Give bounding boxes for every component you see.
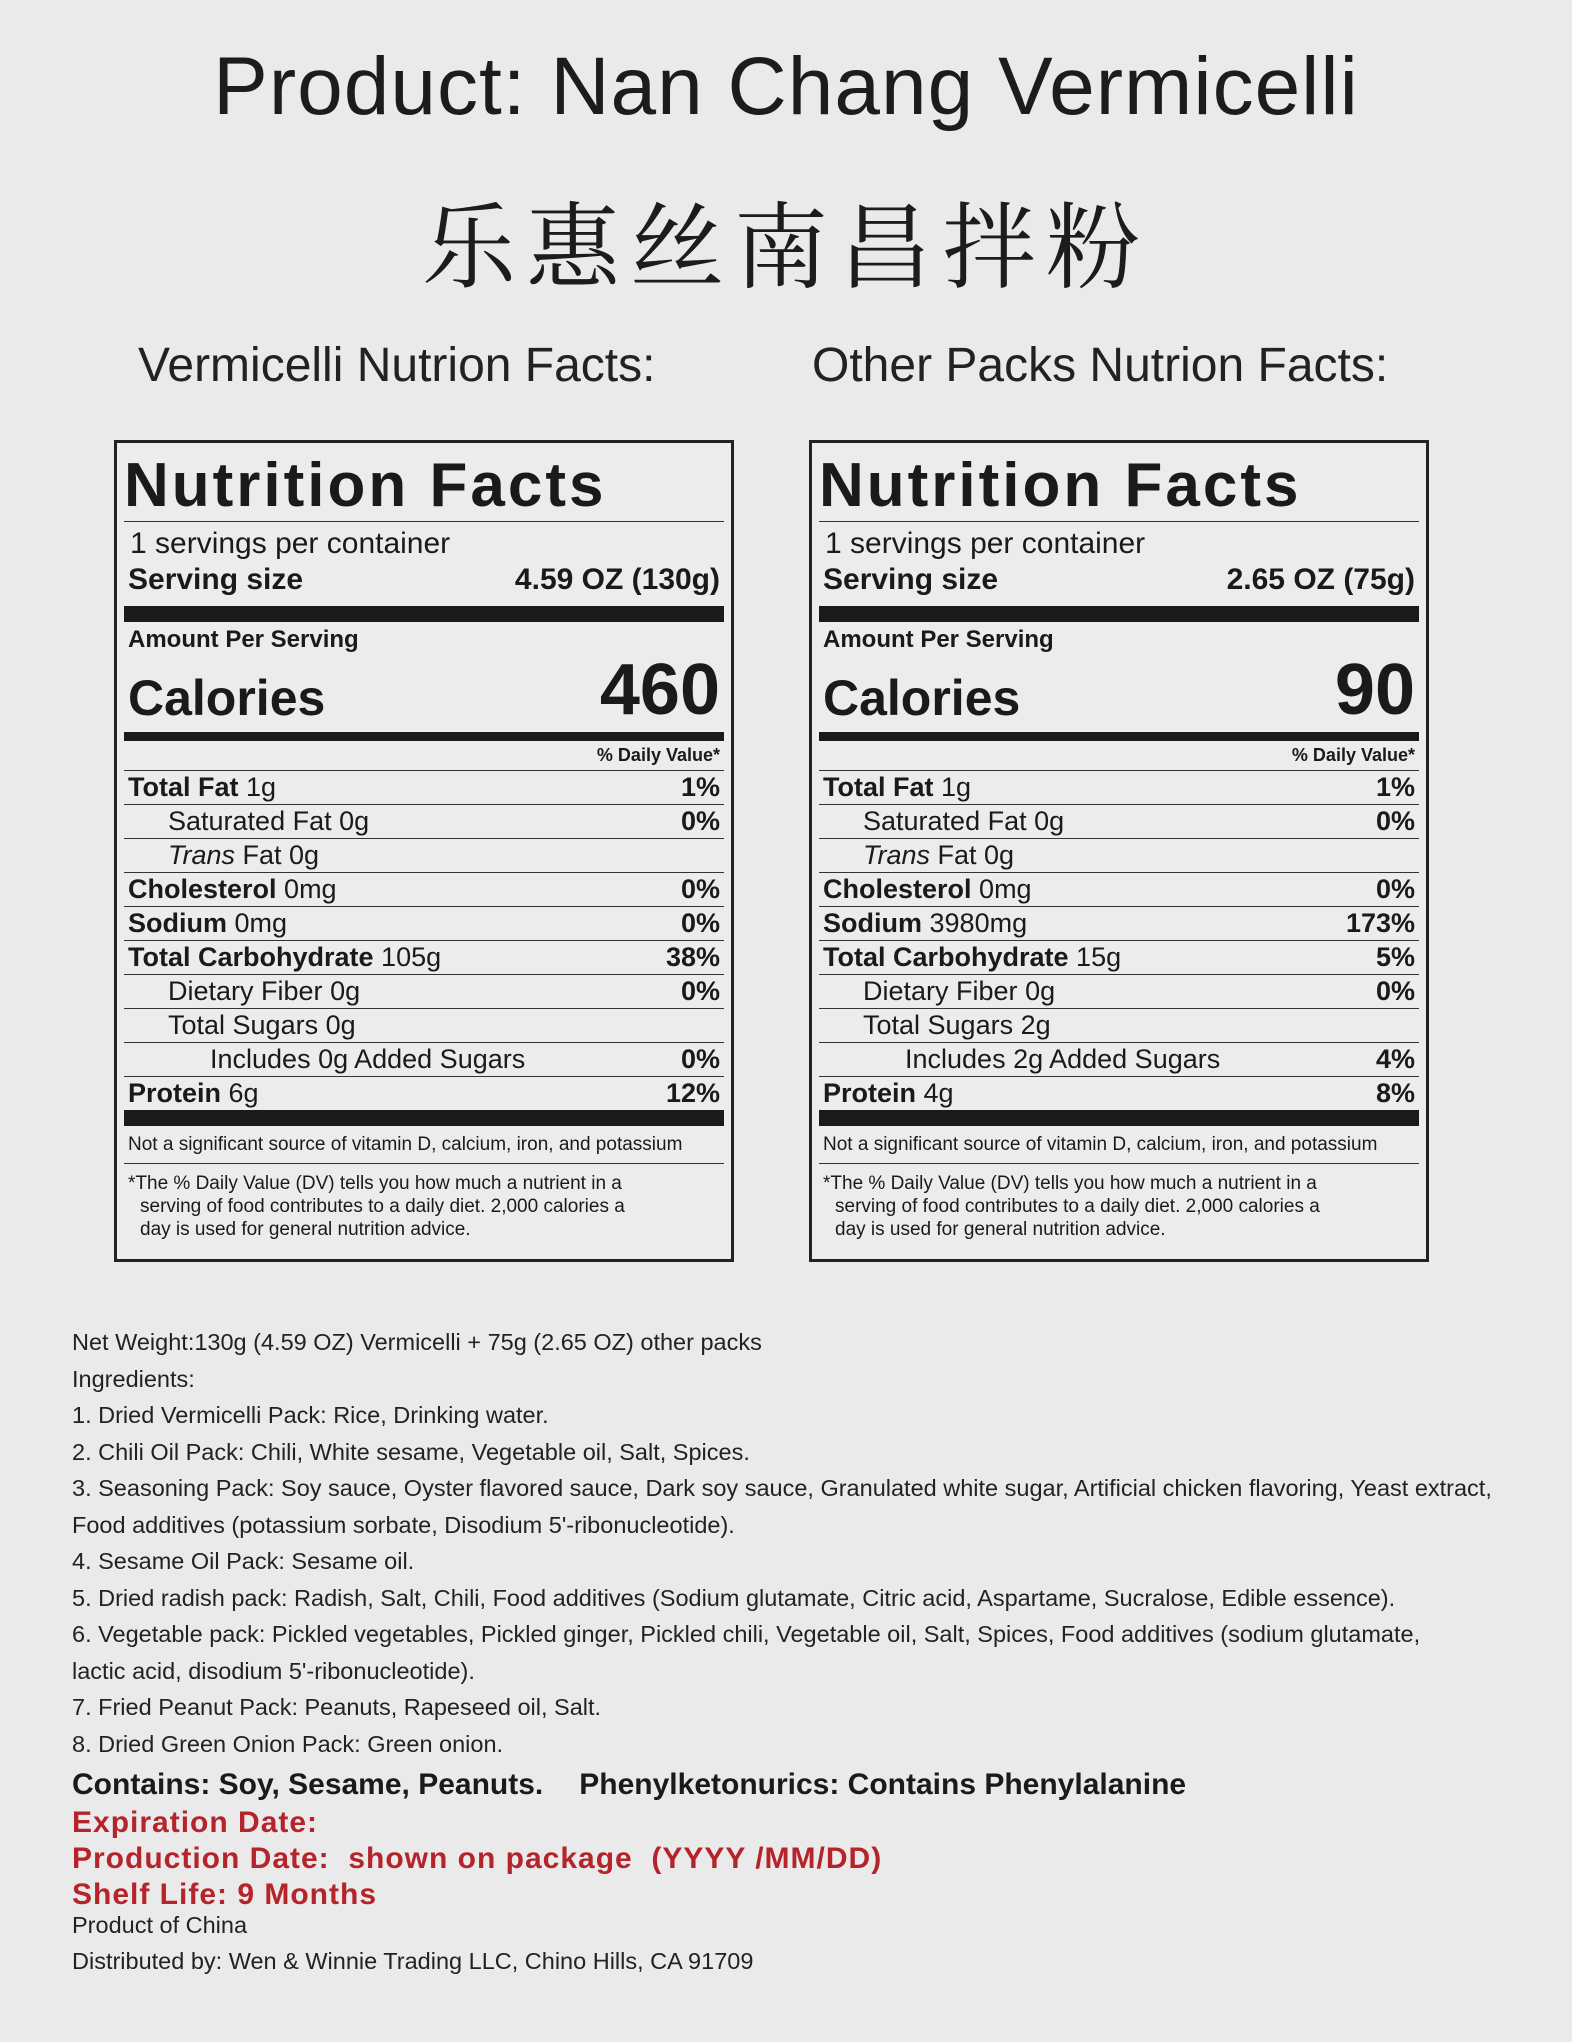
ingredient-line: 8. Dried Green Onion Pack: Green onion. xyxy=(72,1730,504,1757)
nutrient-row: Sodium 3980mg 173% xyxy=(819,906,1419,940)
daily-value-header: % Daily Value* xyxy=(1291,745,1415,765)
divider-thick xyxy=(819,606,1419,622)
serving-size-value: 2.65 OZ (75g) xyxy=(1226,563,1415,596)
nutrient-row: Total Sugars 0g xyxy=(124,1008,724,1042)
nutrient-row: Protein 6g 12% xyxy=(124,1076,724,1110)
ingredient-line: 2. Chili Oil Pack: Chili, White sesame, Vegetable oil, Salt, Spices. xyxy=(72,1438,750,1465)
production-date: Production Date: shown on package (YYYY /MM/DD) xyxy=(72,1842,883,1875)
ingredient-line: 7. Fried Peanut Pack: Peanuts, Rapeseed oil, Salt. xyxy=(72,1694,602,1720)
servings-per-container: 1 servings per container xyxy=(130,527,451,560)
nutrient-row: Saturated Fat 0g 0% xyxy=(819,804,1419,838)
divider-thick xyxy=(819,1110,1419,1126)
allergen-line xyxy=(72,1768,1186,1802)
divider-thick xyxy=(124,1110,724,1126)
vermicelli-heading: Vermicelli Nutrion Facts: xyxy=(138,339,656,392)
nutrient-row: Total Fat 1g 1% xyxy=(819,770,1419,804)
calories-value: 460 xyxy=(599,650,720,730)
ingredient-line: 6. Vegetable pack: Pickled vegetables, Pickled ginger, Pickled chili, Vegetable oil, Salt, Spices, Food additives (sodium glutamate, xyxy=(72,1621,1421,1647)
daily-value-footnote: *The % Daily Value (DV) tells you how much a nutrient in a serving of food contributes to a daily diet. 2,000 calories a day is used for general nutrition advice. xyxy=(823,1173,1320,1240)
nutrient-row: Total Carbohydrate 15g 5% xyxy=(819,940,1419,974)
nutrient-row: Dietary Fiber 0g 0% xyxy=(124,974,724,1008)
divider-medium xyxy=(819,732,1419,741)
serving-size-label: Serving size xyxy=(823,563,999,596)
nutrition-facts-title: Nutrition Facts xyxy=(819,451,1302,520)
vitamin-note: Not a significant source of vitamin D, calcium, iron, and potassium xyxy=(823,1134,1378,1155)
nutrient-row: Trans Fat 0g xyxy=(819,838,1419,872)
servings-per-container: 1 servings per container xyxy=(825,527,1146,560)
calories-row xyxy=(124,650,724,732)
divider-thick xyxy=(124,606,724,622)
net-weight: Net Weight:130g (4.59 OZ) Vermicelli + 75g (2.65 OZ) other packs xyxy=(72,1329,762,1355)
distributor: Distributed by: Wen & Winnie Trading LLC, Chino Hills, CA 91709 xyxy=(72,1948,754,1974)
amount-per-serving: Amount Per Serving xyxy=(128,626,359,653)
shelf-life: Shelf Life: 9 Months xyxy=(72,1878,377,1911)
product-title: Product: Nan Chang Vermicelli xyxy=(213,41,1359,132)
calories-value: 90 xyxy=(1334,650,1415,730)
nutrient-row: Dietary Fiber 0g 0% xyxy=(819,974,1419,1008)
vitamin-note: Not a significant source of vitamin D, calcium, iron, and potassium xyxy=(128,1134,683,1155)
nutrient-row: Sodium 0mg 0% xyxy=(124,906,724,940)
serving-size-row xyxy=(124,562,724,606)
other-packs-heading: Other Packs Nutrion Facts: xyxy=(812,339,1389,392)
ingredient-line: 4. Sesame Oil Pack: Sesame oil. xyxy=(72,1548,415,1574)
ingredient-line: lactic acid, disodium 5'-ribonucleotide). xyxy=(72,1657,475,1684)
allergen-contains: Contains: Soy, Sesame, Peanuts. xyxy=(72,1768,544,1801)
daily-value-header: % Daily Value* xyxy=(596,745,720,765)
nutrient-row: Saturated Fat 0g 0% xyxy=(124,804,724,838)
nutrient-row: Total Carbohydrate 105g 38% xyxy=(124,940,724,974)
ingredient-line: 3. Seasoning Pack: Soy sauce, Oyster flavored sauce, Dark soy sauce, Granulated white sugar, Artificial chicken flavoring, Yeast extract, xyxy=(72,1475,1492,1501)
expiration-date: Expiration Date: xyxy=(72,1806,319,1839)
calories-label: Calories xyxy=(128,670,326,726)
ingredients-block xyxy=(72,1324,1512,1762)
ingredient-line: 5. Dried radish pack: Radish, Salt, Chili, Food additives (Sodium glutamate, Citric acid, Aspartame, Sucralose, Edible essence). xyxy=(72,1584,1396,1611)
nutrition-panel-other-packs xyxy=(809,440,1429,1262)
nutrient-row: Includes 0g Added Sugars 0% xyxy=(124,1042,724,1076)
ingredients-heading: Ingredients: xyxy=(72,1365,195,1392)
country-of-origin: Product of China xyxy=(72,1912,248,1938)
amount-per-serving: Amount Per Serving xyxy=(823,626,1054,653)
calories-row xyxy=(819,650,1419,732)
nutrient-row: Trans Fat 0g xyxy=(124,838,724,872)
serving-size-label: Serving size xyxy=(128,563,304,596)
calories-label: Calories xyxy=(823,670,1021,726)
nutrient-row: Cholesterol 0mg 0% xyxy=(819,872,1419,906)
ingredient-line: 1. Dried Vermicelli Pack: Rice, Drinking water. xyxy=(72,1402,549,1428)
nutrient-row: Total Fat 1g 1% xyxy=(124,770,724,804)
ingredient-line: Food additives (potassium sorbate, Disodium 5'-ribonucleotide). xyxy=(72,1511,735,1538)
product-title-chinese: 乐惠丝南昌拌粉 xyxy=(421,194,1150,303)
nutrient-row: Protein 4g 8% xyxy=(819,1076,1419,1110)
daily-value-footnote: *The % Daily Value (DV) tells you how much a nutrient in a serving of food contributes to a daily diet. 2,000 calories a day is used for general nutrition advice. xyxy=(128,1173,625,1240)
nutrient-row: Includes 2g Added Sugars 4% xyxy=(819,1042,1419,1076)
nutrition-facts-title: Nutrition Facts xyxy=(124,451,607,520)
serving-size-row xyxy=(819,562,1419,606)
nutrient-row: Cholesterol 0mg 0% xyxy=(124,872,724,906)
nutrient-row: Total Sugars 2g xyxy=(819,1008,1419,1042)
phenylketonurics-warning: Phenylketonurics: Contains Phenylalanine xyxy=(579,1768,1187,1801)
serving-size-value: 4.59 OZ (130g) xyxy=(514,563,720,596)
divider-medium xyxy=(124,732,724,741)
nutrition-panel-vermicelli xyxy=(114,440,734,1262)
